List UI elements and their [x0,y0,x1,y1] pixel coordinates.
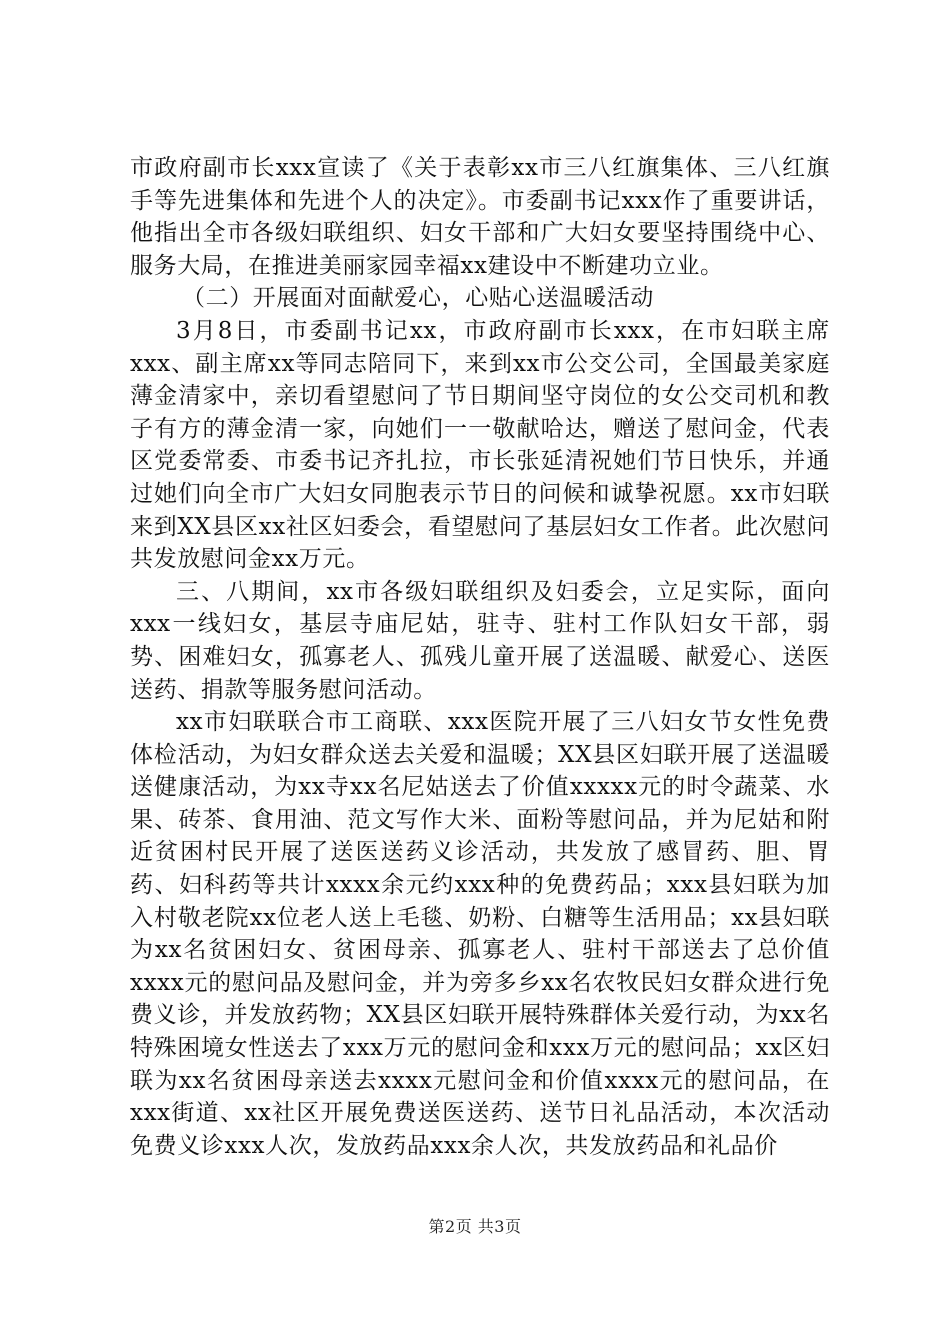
paragraph-activities: 三、八期间，xx市各级妇联组织及妇委会，立足实际，面向xxx一线妇女，基层寺庙尼姑，驻寺、驻村工作队妇女干部，弱势、困难妇女，孤寡老人、孤残儿童开展了送温暖、献爱心、送医送药、捐款等服务慰问活动。 [130,578,830,703]
paragraph-visit: 3月8日，市委副书记xx，市政府副市长xxx，在市妇联主席xxx、副主席xx等同志陪同下，来到xx市公交公司，全国最美家庭薄金清家中，亲切看望慰问了节日期间坚守岗位的女公交司机和教子有方的薄金清一家，向她们一一敬献哈达，赠送了慰问金，代表区党委常委、市委书记齐扎拉，市长张延清祝她们节日快乐，并通过她们向全市广大妇女同胞表示节日的问候和诚挚祝愿。xx市妇联来到XX县区xx社区妇委会，看望慰问了基层妇女工作者。此次慰问共发放慰问金xx万元。 [130,317,830,573]
section-heading: （二）开展面对面献爱心，心贴心送温暖活动 [182,285,654,312]
document-body [130,152,830,1162]
page-number: 第2页 共3页 [428,1217,522,1236]
paragraph-details: xx市妇联联合市工商联、xxx医院开展了三八妇女节女性免费体检活动，为妇女群众送去关爱和温暖；XX县区妇联开展了送温暖送健康活动，为xx寺xx名尼姑送去了价值xxxxx元的时令蔬菜、水果、砖茶、食用油、范文写作大米、面粉等慰问品，并为尼姑和附近贫困村民开展了送医送药义诊活动，共发放了感冒药、胆、胃药、妇科药等共计xxxx余元约xxx种的免费药品；xxx县妇联为加入村敬老院xx位老人送上毛毯、奶粉、白糖等生活用品；xx县妇联为xx名贫困妇女、贫困母亲、孤寡老人、驻村干部送去了总价值xxxx元的慰问品及慰问金，并为旁多乡xx名农牧民妇女群众进行免费义诊，并发放药物；XX县区妇联开展特殊群体关爱行动，为xx名特殊困境女性送去了xxx万元的慰问金和xxx万元的慰问品；xx区妇联为xx名贫困母亲送去xxxx元慰问金和价值xxxx元的慰问品，在xxx街道、xx社区开展免费送医送药、送节日礼品活动，本次活动免费义诊xxx人次，发放药品xxx余人次，共发放药品和礼品价 [130,709,830,1159]
paragraph-speech: 市政府副市长xxx宣读了《关于表彰xx市三八红旗集体、三八红旗手等先进集体和先进个人的决定》。市委副书记xxx作了重要讲话，他指出全市各级妇联组织、妇女干部和广大妇女要坚持围绕中心、服务大局，在推进美丽家园幸福xx建设中不断建功立业。 [130,155,830,279]
